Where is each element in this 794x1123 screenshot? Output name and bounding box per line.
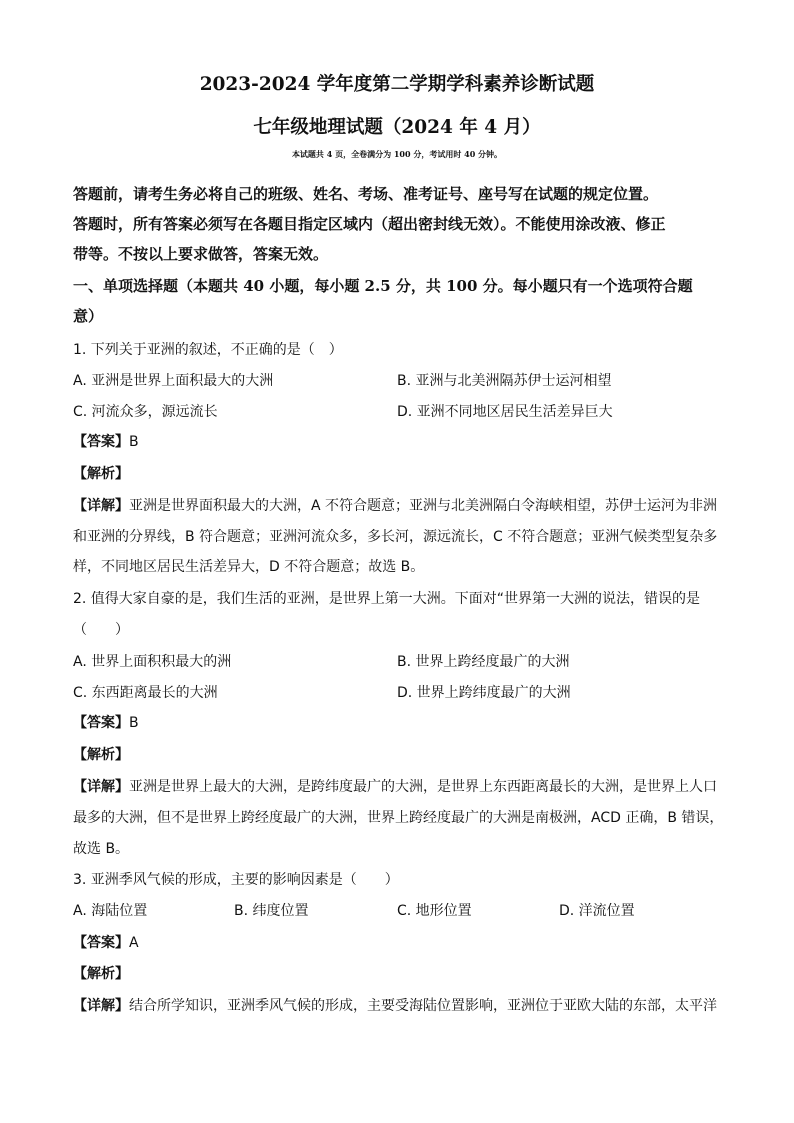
question-2-option-d: D. 世界上跨纬度最广的大洲 (397, 685, 571, 701)
question-2-stem: 2. 值得大家自豪的是，我们生活的亚洲，是世界上第一大洲。下面对“世界第一大洲的说法，错误的是 (73, 591, 701, 607)
answer-value: B (129, 715, 139, 731)
answer-label: 【答案】 (73, 935, 129, 951)
section-heading-cont: 意） (73, 307, 104, 325)
question-1-option-c: C. 河流众多，源远流长 (73, 404, 218, 420)
question-3-stem: 3. 亚洲季风气候的形成，主要的影响因素是（ ） (73, 872, 399, 888)
exam-subtitle: 七年级地理试题（2024 年 4 月） (253, 117, 541, 138)
question-1-analysis-label: 【解析】 (73, 466, 129, 482)
answer-label: 【答案】 (73, 715, 129, 731)
detail-text: 结合所学知识，亚洲季风气候的形成，主要受海陆位置影响，亚洲位于亚欧大陆的东部，太平洋 (129, 998, 717, 1014)
question-2-option-a: A. 世界上面积积最大的洲 (73, 654, 232, 670)
question-2-detail-line-3: 故选 B。 (73, 841, 130, 857)
question-2-option-b: B. 世界上跨经度最广的大洲 (397, 654, 570, 670)
question-2-detail-line-2: 最多的大洲，但不是世界上跨经度最广的大洲，世界上跨经度最广的大洲是南极洲，ACD 正确，B 错误， (73, 810, 724, 826)
question-3-option-d: D. 洋流位置 (559, 903, 635, 919)
answer-value: B (129, 434, 139, 450)
question-1-detail-line-2: 和亚洲的分界线，B 符合题意；亚洲河流众多，多长河，源远流长，C 不符合题意；亚洲气候类型复杂多 (73, 529, 718, 545)
answer-label: 【答案】 (73, 434, 129, 450)
exam-info: 本试题共 4 页，全卷满分为 100 分，考试用时 40 分钟。 (291, 149, 503, 159)
detail-text: 亚洲是世界上最大的大洲，是跨纬度最广的大洲，是世界上东西距离最长的大洲，是世界上人口 (129, 779, 717, 795)
question-3-option-c: C. 地形位置 (397, 903, 472, 919)
exam-title: 2023-2024 学年度第二学期学科素养诊断试题 (199, 74, 595, 95)
question-1-stem: 1. 下列关于亚洲的叙述，不正确的是（ ） (73, 342, 343, 358)
section-heading: 一、单项选择题（本题共 40 小题，每小题 2.5 分，共 100 分。每小题只有一个选项符合题 (73, 277, 693, 295)
question-3-analysis-label: 【解析】 (73, 966, 129, 982)
answer-value: A (129, 935, 139, 951)
question-1-option-b: B. 亚洲与北美洲隔苏伊士运河相望 (397, 373, 612, 389)
question-2-stem-cont: （ ） (73, 622, 129, 638)
detail-label: 【详解】 (73, 779, 129, 795)
detail-text: 亚洲是世界面积最大的大洲，A 不符合题意；亚洲与北美洲隔白令海峡相望，苏伊士运河为非洲 (129, 498, 718, 514)
question-1-option-d: D. 亚洲不同地区居民生活差异巨大 (397, 404, 613, 420)
question-1-answer (73, 431, 139, 451)
question-3-option-a: A. 海陆位置 (73, 903, 148, 919)
instruction-line-3: 带等。不按以上要求做答，答案无效。 (73, 245, 329, 263)
question-1-option-a: A. 亚洲是世界上面积最大的大洲 (73, 373, 274, 389)
question-3-answer (73, 932, 139, 952)
detail-label: 【详解】 (73, 498, 129, 514)
question-1-detail-line-1 (73, 495, 717, 515)
detail-label: 【详解】 (73, 998, 129, 1014)
question-2-analysis-label: 【解析】 (73, 747, 129, 763)
instruction-line-1: 答题前，请考生务必将自己的班级、姓名、考场、准考证号、座号写在试题的规定位置。 (73, 185, 659, 203)
question-3-detail-line-1 (73, 995, 717, 1015)
question-2-option-c: C. 东西距离最长的大洲 (73, 685, 218, 701)
question-1-detail-line-3: 样，不同地区居民生活差异大，D 不符合题意；故选 B。 (73, 559, 425, 575)
question-3-option-b: B. 纬度位置 (234, 903, 309, 919)
instruction-line-2: 答题时，所有答案必须写在各题目指定区域内（超出密封线无效）。不能使用涂改液、修正 (73, 215, 666, 233)
question-2-answer (73, 712, 139, 732)
question-2-detail-line-1 (73, 776, 717, 796)
